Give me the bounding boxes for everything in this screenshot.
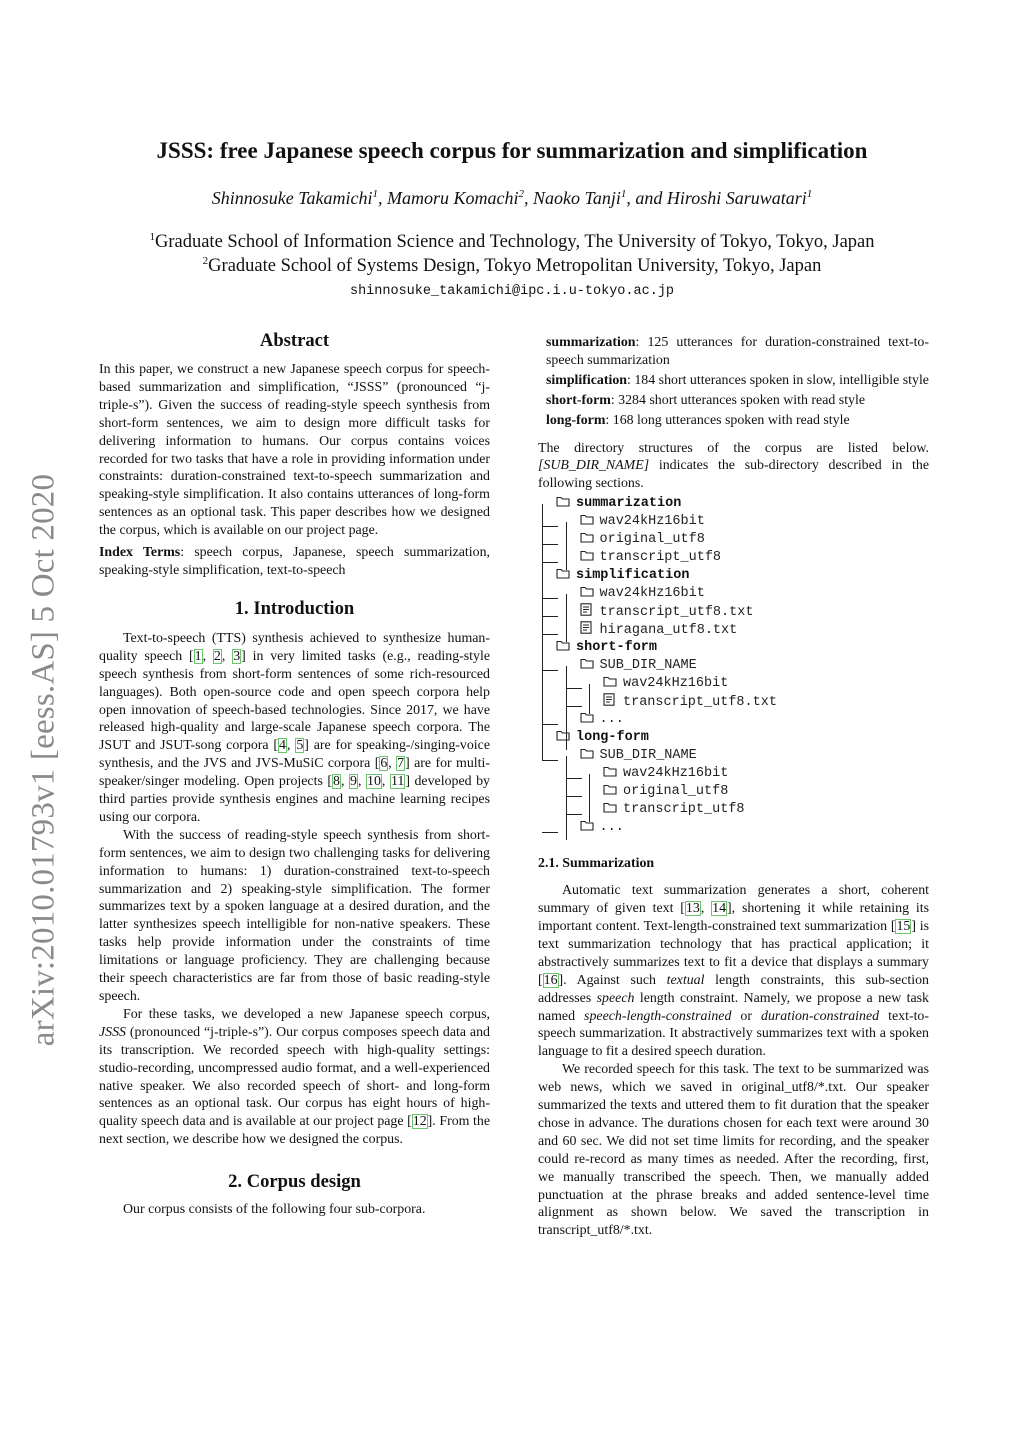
left-column xyxy=(99,330,490,1219)
affiliation-text: Graduate School of Information Science and Technology, The University of Tokyo, Tokyo, Japan xyxy=(154,232,875,252)
subcorpus-item: simplification: 184 short utterances spoken in slow, intelligible style xyxy=(546,372,929,388)
citation-link[interactable]: 11 xyxy=(390,774,405,790)
affil-mark: 1 xyxy=(372,188,379,200)
tree-folder[interactable] xyxy=(556,729,649,748)
folder-icon xyxy=(603,783,617,802)
tree-folder[interactable] xyxy=(603,783,728,802)
tree-folder[interactable] xyxy=(580,819,624,838)
tree-file[interactable] xyxy=(580,603,754,623)
arxiv-side-stamp: arXiv:2010.01793v1 [eess.AS] 5 Oct 2020 xyxy=(25,473,62,1047)
citation-link[interactable]: 1 xyxy=(194,648,202,664)
affil-mark: 2 xyxy=(518,188,525,200)
folder-icon xyxy=(580,549,594,568)
folder-icon xyxy=(556,495,570,514)
tree-file[interactable] xyxy=(603,693,777,713)
author: Naoko Tanji xyxy=(533,188,621,208)
tree-label: wav24kHz16bit xyxy=(623,676,729,692)
folder-icon xyxy=(556,639,570,658)
folder-icon xyxy=(556,567,570,586)
citation-link[interactable]: 12 xyxy=(412,1114,427,1130)
tree-branch xyxy=(542,760,558,761)
tree-branch xyxy=(542,832,558,833)
tree-label: SUB_DIR_NAME xyxy=(599,658,697,674)
citation-link[interactable]: 6 xyxy=(380,756,388,772)
author: Mamoru Komachi xyxy=(387,188,519,208)
citation-link[interactable]: 5 xyxy=(296,738,304,754)
tree-connector xyxy=(566,756,567,840)
tree-folder[interactable] xyxy=(556,495,681,514)
tree-folder[interactable] xyxy=(556,639,657,658)
citation-link[interactable]: 10 xyxy=(367,774,381,790)
tree-label: original_utf8 xyxy=(623,784,729,800)
subcorpus-item: summarization: 125 utterances for duration-constrained text-to-speech summarization xyxy=(546,335,929,368)
file-icon xyxy=(603,693,617,713)
affiliation-text: Graduate School of Systems Design, Tokyo Metropolitan University, Tokyo, Japan xyxy=(208,256,822,276)
tree-label: transcript_utf8.txt xyxy=(599,605,754,621)
author-separator: , xyxy=(524,188,534,208)
tree-branch xyxy=(542,526,558,527)
tree-label: hiragana_utf8.txt xyxy=(599,623,738,639)
tree-connector xyxy=(566,522,567,570)
tree-label: wav24kHz16bit xyxy=(599,514,705,530)
tree-branch xyxy=(566,778,582,779)
tree-branch xyxy=(542,634,558,635)
directory-intro: The directory structures of the corpus are listed below. [SUB_DIR_NAME] indicates the sub-directory described in the following sections. xyxy=(538,440,929,492)
tree-folder[interactable] xyxy=(603,801,745,820)
folder-icon xyxy=(580,819,594,838)
author-list xyxy=(0,188,1024,209)
corpus-design-intro: Our corpus consists of the following four sub-corpora. xyxy=(123,1202,426,1218)
tree-label: short-form xyxy=(576,640,658,656)
tree-folder[interactable] xyxy=(603,675,728,694)
contact-email[interactable]: shinnosuke_takamichi@ipc.i.u-tokyo.ac.jp xyxy=(349,284,675,299)
tree-folder[interactable] xyxy=(580,657,697,676)
tree-label: original_utf8 xyxy=(599,532,705,548)
citation-link[interactable]: 16 xyxy=(543,972,558,988)
affil-mark: 1 xyxy=(806,188,813,200)
tree-file[interactable] xyxy=(580,621,738,641)
folder-icon xyxy=(580,747,594,766)
intro-paragraph-3: For these tasks, we developed a new Japanese speech corpus, JSSS (pronounced “j-triple-s”). Our corpus composes speech data and its transcription. We recorded speech with high-quality settings: studio-recording, uncompressed audio format, and a well-experienced native speaker. We also recorded speech of short- and long-form sentences as an optional task. Our corpus has eight hours of high-quality speech data and is available at our project page [12]. From the next section, we describe how we designed the corpus. xyxy=(99,1006,490,1148)
affil-mark: 1 xyxy=(149,230,155,243)
folder-icon xyxy=(580,585,594,604)
folder-icon xyxy=(556,729,570,748)
affil-mark: 2 xyxy=(202,254,209,267)
affiliation xyxy=(0,256,1024,277)
author-separator: , and xyxy=(626,188,667,208)
directory-tree xyxy=(538,495,929,835)
author-separator: , xyxy=(378,188,388,208)
tree-label: wav24kHz16bit xyxy=(599,586,705,602)
index-terms xyxy=(99,544,490,580)
subcorpus-item: long-form: 168 long utterances spoken with read style xyxy=(546,412,850,428)
tree-branch xyxy=(542,724,558,725)
tree-folder[interactable] xyxy=(556,567,689,586)
file-icon xyxy=(580,603,594,623)
author: Shinnosuke Takamichi xyxy=(211,188,373,208)
abstract-heading: Abstract xyxy=(259,330,330,351)
citation-link[interactable]: 14 xyxy=(712,901,727,917)
citation-link[interactable]: 7 xyxy=(397,756,405,772)
intro-heading: 1. Introduction xyxy=(234,597,355,619)
tree-connector xyxy=(542,504,543,760)
paper-title: JSSS: free Japanese speech corpus for summarization and simplification xyxy=(156,138,868,163)
tree-folder[interactable] xyxy=(580,531,705,550)
tree-branch xyxy=(542,670,558,671)
summarization-paragraph-2: We recorded speech for this task. The text to be summarized was web news, which we saved in original_utf8/*.txt. Our speaker summarized the texts and uttered them to fit duration that the speaker chose in advance. The durations chosen for each text were around 30 and 60 sec. We did not set time limits for recording, and the speaker could re-record as many times as needed. After the recording, first, we manually transcribed the speech. Then, we manually added punctuation at the phrase breaks and added sentence-level time alignment as shown below. We saved the transcription in transcript_utf8/*.txt. xyxy=(538,1062,929,1239)
summarization-heading: 2.1. Summarization xyxy=(538,856,655,872)
tree-label: ... xyxy=(599,820,624,836)
folder-icon xyxy=(580,513,594,532)
tree-branch xyxy=(542,598,558,599)
corpus-design-heading: 2. Corpus design xyxy=(228,1171,361,1193)
tree-branch xyxy=(566,814,582,815)
tree-branch xyxy=(542,562,558,563)
citation-link[interactable]: 15 xyxy=(896,918,911,934)
folder-icon xyxy=(603,675,617,694)
tree-folder[interactable] xyxy=(580,513,705,532)
citation-link[interactable]: 4 xyxy=(279,738,286,754)
tree-label: wav24kHz16bit xyxy=(623,766,729,782)
tree-label: transcript_utf8 xyxy=(623,802,745,818)
tree-label: ... xyxy=(599,712,624,728)
affiliation xyxy=(0,232,1024,253)
folder-icon xyxy=(603,765,617,784)
tree-label: long-form xyxy=(576,730,649,746)
affil-mark: 1 xyxy=(620,188,627,200)
file-icon xyxy=(580,621,594,641)
folder-icon xyxy=(580,657,594,676)
citation-link[interactable]: 3 xyxy=(233,648,241,664)
tree-branch xyxy=(566,688,582,689)
index-terms-text: : speech corpus, Japanese, speech summarization, speaking-style simplification, text-to-speech xyxy=(99,545,490,578)
abstract-text: In this paper, we construct a new Japanese speech corpus for speech-based summarization and simplification, “JSSS” (pronounced “j-triple-s”). Given the success of reading-style speech synthesis from short-form sentences, we aim to design more difficult tasks for delivering information to humans. Our corpus contains voices recorded for two tasks that have a role in providing information under constraints: duration-constrained text-to-speech summarization and speaking-style simplification. It also contains utterances of long-form sentences as an optional task. This paper describes how we designed the corpus, which is available on our project page. xyxy=(99,362,490,539)
subcorpus-list xyxy=(546,334,929,430)
citation-link[interactable]: 2 xyxy=(213,648,221,664)
tree-branch xyxy=(542,544,558,545)
tree-label: SUB_DIR_NAME xyxy=(599,748,697,764)
citation-link[interactable]: 13 xyxy=(685,901,700,917)
tree-label: transcript_utf8.txt xyxy=(623,695,777,711)
intro-paragraph-2: With the success of reading-style speech synthesis from short-form sentences, we aim to design two challenging tasks for delivering information to humans: 1) duration-constrained text-to-speech summarization and 2) speaking-style simplification. The former summarizes text by a spoken language at a desired duration, and the latter synthesizes speech intelligible for non-native speakers. These tasks help provide information under the constraints of time limitations or language proficiency. They are challenging because their speech characteristics are far from those of basic reading-style speech. xyxy=(99,827,490,1004)
folder-icon xyxy=(603,801,617,820)
right-column xyxy=(538,334,929,1240)
tree-branch xyxy=(566,796,582,797)
tree-folder[interactable] xyxy=(580,711,624,730)
index-terms-label: Index Terms xyxy=(99,545,181,561)
tree-label: summarization xyxy=(576,496,682,512)
tree-branch xyxy=(542,616,558,617)
summarization-paragraph-1: Automatic text summarization generates a short, coherent summary of given text [13, 14], shortening it while retaining its important content. Text-length-constrained text summarization [15] is text summarization technology that has practical application; it abstractively summarizes text to fit a device that displays a summary [16]. Against such textual length constraints, this sub-section addresses speech length constraint. Namely, we propose a new task named speech-length-constrained or duration-constrained text-to-speech summarization. It abstractively summarizes text with a spoken language to fit a desired speech duration. xyxy=(538,883,930,1060)
tree-connector xyxy=(589,684,590,714)
tree-connector xyxy=(566,594,567,642)
tree-folder[interactable] xyxy=(580,585,705,604)
tree-folder[interactable] xyxy=(580,549,722,568)
intro-paragraph-1: Text-to-speech (TTS) synthesis achieved to synthesize human-quality speech [1, 2, 3] in very limited tasks (e.g., reading-style speech synthesis from short-form sentences of some rich-resourced languages). Both open-source code and open speech corpora help open innovation of speech-based technologies. Since 2017, we have released high-quality and large-scale Japanese speech corpora. The JSUT and JSUT-song corpora [4, 5] are for speaking-/singing-voice synthesis, and the JVS and JVS-MuSiC corpora [6, 7] are for multi-speaker/singer modeling. Open projects [8, 9, 10, 11] developed by third parties provide synthesis engines and machine learning recipes using our corpora. xyxy=(99,630,491,825)
tree-branch xyxy=(566,706,582,707)
subcorpus-item: short-form: 3284 short utterances spoken with read style xyxy=(546,392,866,408)
tree-folder[interactable] xyxy=(580,747,697,766)
folder-icon xyxy=(580,531,594,550)
tree-connector xyxy=(589,774,590,822)
citation-link[interactable]: 8 xyxy=(333,774,340,790)
tree-label: transcript_utf8 xyxy=(599,550,722,566)
author: Hiroshi Saruwatari xyxy=(666,188,807,208)
folder-icon xyxy=(580,711,594,730)
tree-folder[interactable] xyxy=(603,765,728,784)
citation-link[interactable]: 9 xyxy=(350,774,357,790)
tree-label: simplification xyxy=(576,568,690,584)
